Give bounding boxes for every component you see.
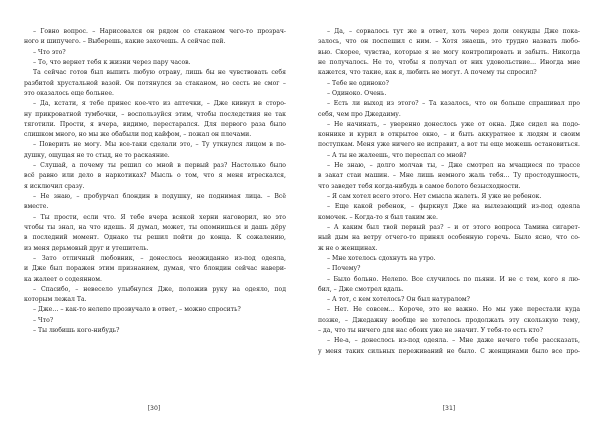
text-line: – Я сам хотел всего этого. Нет смысла жалеть. Я уже не ребенок. xyxy=(327,193,542,200)
text-line: что заведет тебя когда-нибудь в самое болото безысходности. xyxy=(318,182,521,190)
right-page-text xyxy=(318,27,580,357)
text-line: залось, что он поспешил с ним. – Хотя знаешь, это трудно назвать любо- xyxy=(318,38,580,46)
left-page-text xyxy=(24,27,286,336)
text-line: – да, что ты ничего для нас обоих уже не значит. У тебя-то есть кто? xyxy=(318,327,543,335)
text-line: это оказалось еще больнее. xyxy=(24,89,114,97)
text-line: я исключил сразу. xyxy=(24,182,85,190)
text-line: себя, чем про Джедаиму. xyxy=(318,110,401,118)
text-line: – Что это? xyxy=(33,48,66,56)
text-line: – Слушай, а почему ты решил со мной в первый раз? Настолько было xyxy=(33,162,286,170)
text-line: вместе. xyxy=(24,203,49,211)
text-line: слишком много, но мы же обабыли под кайфом, – пожал он плечами. xyxy=(24,131,252,139)
text-line: – Еще какой ребенок, – фыркнул Дже на вылезающий из-под одеяла xyxy=(327,203,580,211)
text-line: – Не начинать, – уверенно донеслось уже от окна. Дже сидел на подо- xyxy=(327,120,580,128)
text-line: – Нет. Не совсем… Короче, это не важно. Но мы уже перестали куда xyxy=(327,306,580,314)
text-line: – Почему? xyxy=(327,265,361,273)
text-line: ный дым на ветру отчего-то принял особенную горечь. Было ясно, что со- xyxy=(318,234,580,242)
text-line: – Что? xyxy=(33,316,54,324)
text-line: которым лежал Та. xyxy=(24,296,87,304)
text-line: – Не-а, – донеслось из-под одеяла. – Мне даже нечего тебе рассказать, xyxy=(327,337,580,345)
text-line: вью. Скорее, чувства, которые я не могу контролировать и забыть. Никогда xyxy=(318,48,580,56)
text-line: – Да, кстати, я тебе принес кое-что из аптечки, – Дже кивнул в сторо- xyxy=(33,100,286,108)
text-line: – А ты не жалеешь, что переспал со мной? xyxy=(327,151,467,159)
text-line: поступкам. Меня уже ничего не исправит, а вот ты еще можешь остановиться. xyxy=(318,141,580,149)
text-line: разбитой хрустальной вазой. Он потянулся за стаканом, но сесть не смог – xyxy=(24,79,286,87)
left-page-number: [30] xyxy=(147,405,161,412)
text-line: из меня дерьмовый друг и утешитель. xyxy=(24,244,149,252)
text-line: не получалось. Не то, чтобы я получал от них удовольствие… Иногда мне xyxy=(318,58,580,66)
text-line: душку, ощущая не то стыд, не то раскаяние. xyxy=(24,151,170,159)
text-line: – Было больно. Нелепо. Все случилось по пьяни. И не с тем, кого я лю- xyxy=(327,275,580,283)
text-line: – Зато отличный любовник, – донеслось неожиданно из-под одеяла, xyxy=(33,254,286,262)
text-line: – Ты любишь кого-нибудь? xyxy=(33,327,120,335)
text-line: – Тебе не одиноко? xyxy=(327,79,389,87)
text-line: тяготили. Прости, я вчера, видимо, перестарался. Для первого раза было xyxy=(24,120,286,128)
text-line: коннике и курил в открытое окно, – и быть аккуратнее к людям и своим xyxy=(318,131,580,139)
right-page-number: [31] xyxy=(442,405,456,412)
text-line: и Дже был поражен этим признанием, думая, что блондин сейчас навери- xyxy=(24,265,286,273)
text-line: – Мне хотелось сдохнуть на утро. xyxy=(327,254,436,262)
text-line: – Одиноко. Очень. xyxy=(327,89,387,97)
text-line: бил, – Дже смотрел вдаль. xyxy=(318,285,404,293)
text-line: – Ты прости, если что. Я тебе вчера всякой херни наговорил, но это xyxy=(33,213,286,221)
text-line: – А тот, с кем хотелось? Он был натуралом? xyxy=(327,296,470,304)
text-line: всё равно или дело в наркотиках? Мысль о том, что я меня втрескался, xyxy=(24,172,286,180)
text-line: в последний момент. Однако ты решил пойти до конца. К сожалению, xyxy=(24,234,286,242)
text-line: кажется, что такие, как я, любить не могут. А почему ты спросил? xyxy=(318,69,537,77)
text-line: – Не знаю, – долго молчав ты, – Дже смотрел на мчащиеся по трассе xyxy=(327,162,580,170)
text-line: – А каким был твой первый раз? – и от этого вопроса Тамина сигарет- xyxy=(327,223,580,231)
text-line: – То, что вернет тебя к жизни через пару часов. xyxy=(33,58,191,66)
text-line: чтобы ты знал, на что идешь. Я думал, может, ты опомнишься и дашь дёру xyxy=(24,223,286,231)
text-line: Та сейчас готов был выпить любую отраву, лишь бы не чувствовать себя xyxy=(33,69,286,77)
text-line: – Есть ли выход из этого? – Та казалось, что он больше спрашивал про xyxy=(327,100,580,108)
text-line: комочек. – Когда-то я был таким же. xyxy=(318,213,438,221)
text-line: – Спасибо, – невесело улыбнулся Дже, положив руку на одеяло, под xyxy=(33,285,286,293)
text-line: у меня таких сильных переживаний не было. С женщинами было все про- xyxy=(318,347,580,355)
text-line: – Дже… – как-то нелепо прозвучало в ответ, – можно спросить? xyxy=(33,306,241,314)
text-line: ного и шипучего. – Выберешь, какие захочешь. А сейчас пей. xyxy=(24,38,226,46)
text-line: – Поверить не могу. Мы все-таки сделали это, – Ту уткнулся лицом в по- xyxy=(33,141,286,149)
text-line: – Говно вопрос. – Нарисовался он рядом со стаканом чего-то прозрач- xyxy=(33,28,286,35)
text-line: ка жалеет о содеянном. xyxy=(24,275,102,283)
text-line: в закат стаи машин. – Мне лишь немного жаль тебя… Ту простодушность, xyxy=(318,172,580,180)
text-line: ну прикроватной тумбочки, – воспользуйся этим, чтобы последствия не так xyxy=(24,110,286,118)
text-line: позже, – Джедажну вообще не хотелось продолжать эту скользкую тему, xyxy=(318,316,580,324)
text-line: – Не знаю, – пробурчал блондин в подушку, не поднимая лица. – Всё xyxy=(33,193,286,200)
text-line: ж не о женщинах. xyxy=(318,244,378,252)
text-line: – Да, – сорвалось тут же в ответ, хоть через доли секунды Дже пока- xyxy=(327,28,580,35)
